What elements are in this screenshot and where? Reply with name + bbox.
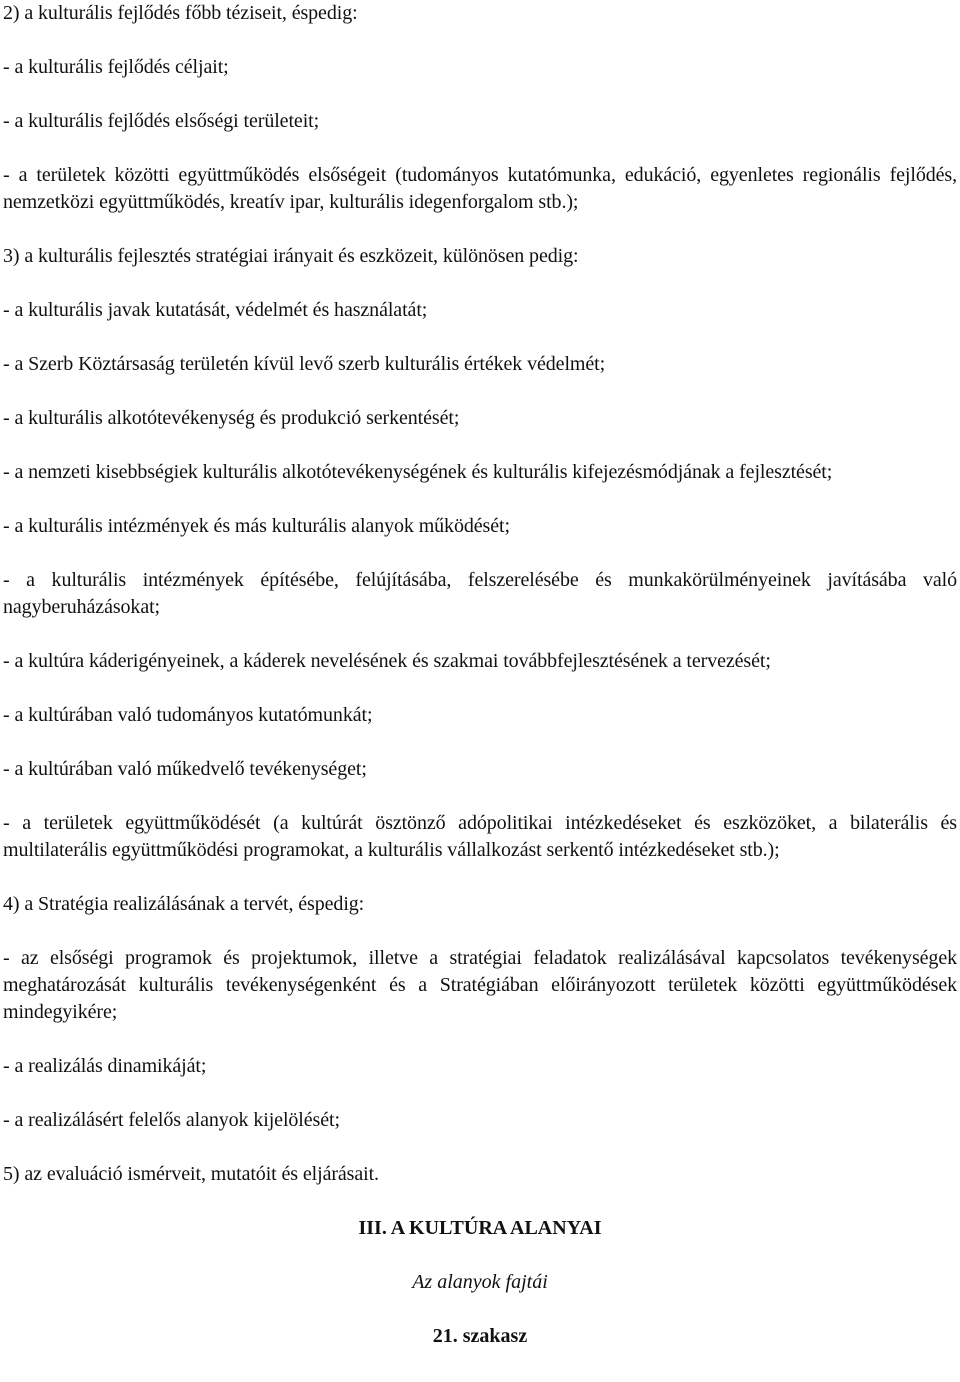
list-item-goals: - a kulturális fejlődés céljait; xyxy=(3,56,229,78)
list-item-major-investments: - a kulturális intézmények építésébe, felújításába, felszerelésébe és munkakörülményeinek javításába való nagyberuházásokat; xyxy=(3,569,957,618)
section-label: 21. szakasz xyxy=(432,1325,528,1347)
document-page xyxy=(3,0,957,1350)
list-item-amateur-activity: - a kultúrában való műkedvelő tevékenységet; xyxy=(3,758,367,780)
paragraph-item-5: 5) az evaluáció ismérveit, mutatóit és eljárásait. xyxy=(3,1163,379,1185)
list-item-serbian-values-abroad: - a Szerb Köztársaság területén kívül levő szerb kulturális értékek védelmét; xyxy=(3,353,606,375)
list-item-national-minorities: - a nemzeti kisebbségiek kulturális alkotótevékenységének és kulturális kifejezésmódjának a fejlesztését; xyxy=(3,461,833,483)
list-item-responsible-parties: - a realizálásért felelős alanyok kijelölését; xyxy=(3,1109,340,1131)
list-item-area-cooperation: - a területek együttműködését (a kultúrát ösztönző adópolitikai intézkedéseket és eszközöket, a bilaterális és multilaterális együttműködési programokat, a kulturális vállalkozást serkentő intézkedéseket stb.); xyxy=(3,812,957,861)
list-item-cultural-goods: - a kulturális javak kutatását, védelmét és használatát; xyxy=(3,299,428,321)
list-item-scientific-research: - a kultúrában való tudományos kutatómunkát; xyxy=(3,704,373,726)
list-item-institutions-operation: - a kulturális intézmények és más kulturális alanyok működését; xyxy=(3,515,510,537)
list-item-cross-area-priorities: - a területek közötti együttműködés elsőségeit (tudományos kutatómunka, edukáció, egyenletes regionális fejlődés, nemzetközi együttműködés, kreatív ipar, kulturális idegenforgalom stb.); xyxy=(3,164,957,213)
paragraph-item-2: 2) a kulturális fejlődés főbb téziseit, éspedig: xyxy=(3,2,358,24)
list-item-priority-programs: - az elsőségi programok és projektumok, illetve a stratégiai feladatok realizálásával kapcsolatos tevékenységek meghatározását kulturális tevékenységenként és a Stratégiában előirányozott területek közötti együttműködések mindegyikére; xyxy=(3,947,957,1023)
chapter-subheading: Az alanyok fajtái xyxy=(412,1271,548,1293)
list-item-staff-planning: - a kultúra káderigényeinek, a káderek nevelésének és szakmai továbbfejlesztésének a tervezését; xyxy=(3,650,771,672)
paragraph-item-4: 4) a Stratégia realizálásának a tervét, éspedig: xyxy=(3,893,365,915)
list-item-dynamics: - a realizálás dinamikáját; xyxy=(3,1055,207,1077)
list-item-creative-production: - a kulturális alkotótevékenység és produkció serkentését; xyxy=(3,407,460,429)
paragraph-item-3: 3) a kulturális fejlesztés stratégiai irányait és eszközeit, különösen pedig: xyxy=(3,245,579,267)
list-item-priority-areas: - a kulturális fejlődés elsőségi területeit; xyxy=(3,110,320,132)
chapter-heading: III. A KULTÚRA ALANYAI xyxy=(358,1217,602,1239)
